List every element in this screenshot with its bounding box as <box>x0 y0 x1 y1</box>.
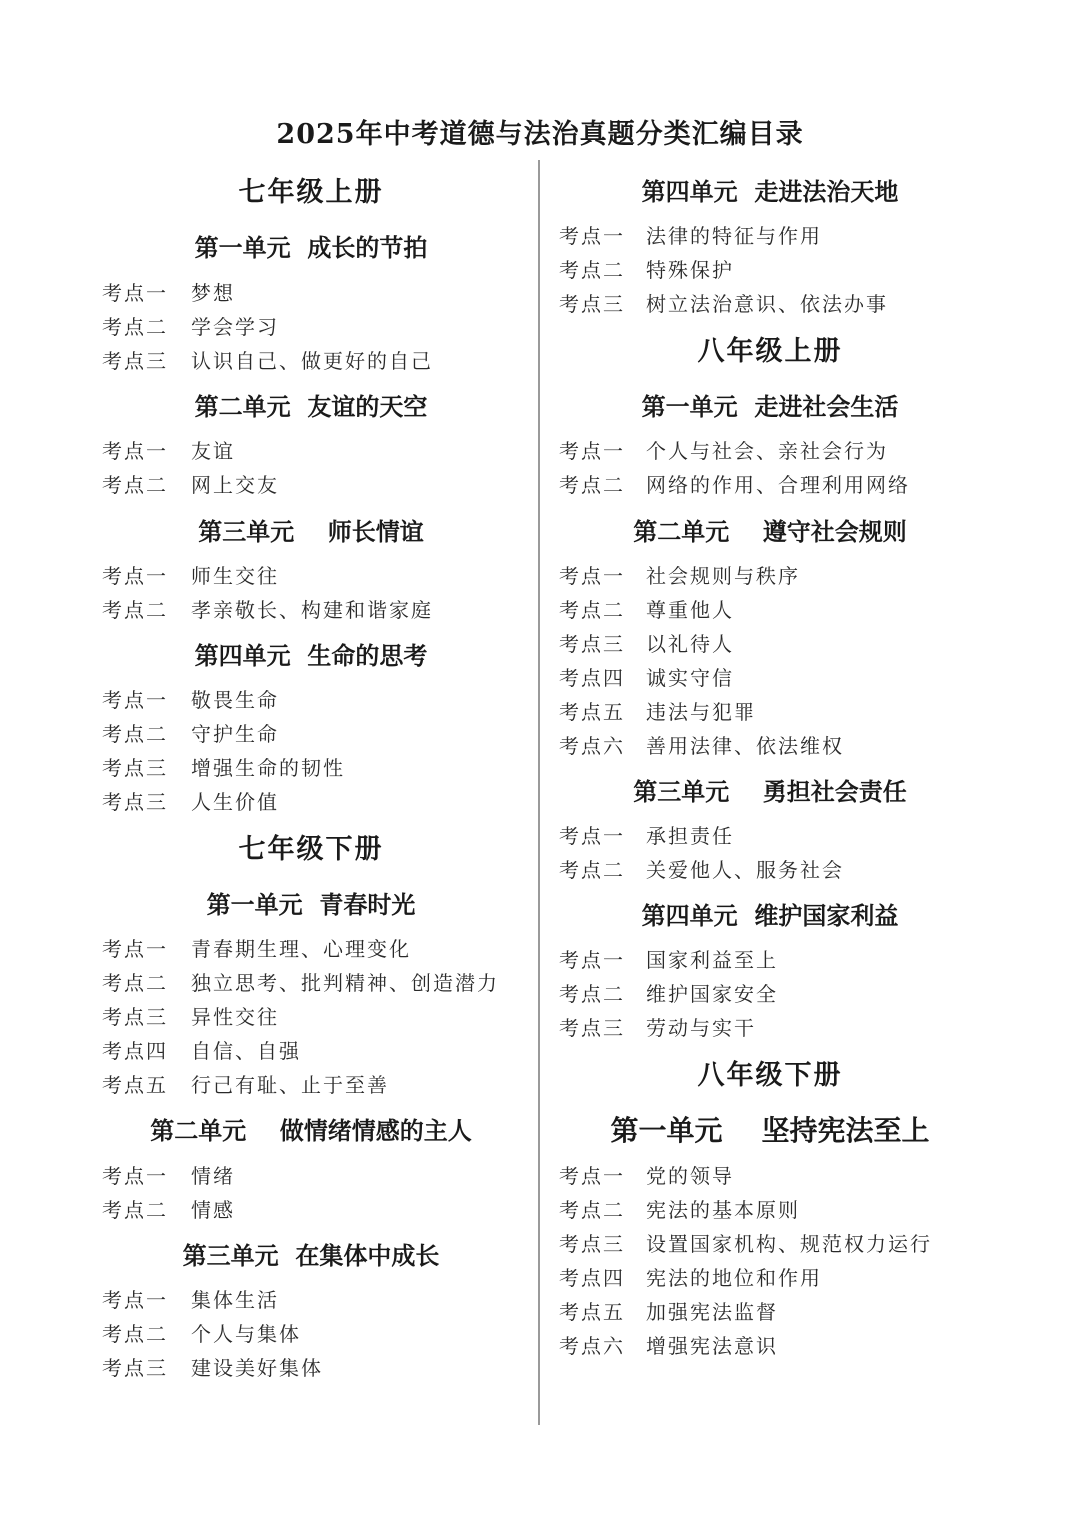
exam-point-text: 关爱他人、服务社会 <box>646 858 844 882</box>
exam-point <box>559 696 756 725</box>
unit-heading: 第三单元 在集体中成长 <box>182 1241 440 1270</box>
exam-point-text: 建设美好集体 <box>191 1356 323 1380</box>
exam-point <box>559 254 734 283</box>
exam-point <box>559 288 888 317</box>
exam-point-text: 人生价值 <box>191 790 279 814</box>
exam-point-text: 以礼待人 <box>646 632 734 656</box>
exam-point <box>559 1012 756 1041</box>
unit-heading: 第三单元 师长情谊 <box>198 517 424 546</box>
exam-point-text: 增强宪法意识 <box>646 1334 778 1358</box>
exam-point-text: 违法与犯罪 <box>646 700 756 724</box>
exam-point-label: 考点一 <box>559 824 625 848</box>
exam-point <box>559 662 734 691</box>
exam-point-label: 考点一 <box>102 937 168 961</box>
exam-point-text: 情绪 <box>191 1164 235 1188</box>
exam-point <box>102 1284 279 1313</box>
exam-point-label: 考点二 <box>102 1198 168 1222</box>
unit-heading: 第二单元 友谊的天空 <box>194 392 428 421</box>
exam-point <box>559 854 844 883</box>
exam-point-text: 守护生命 <box>191 722 279 746</box>
document-title: 2025年中考道德与法治真题分类汇编目录 <box>276 119 804 150</box>
exam-point-label: 考点一 <box>559 439 625 463</box>
exam-point-label: 考点三 <box>102 790 168 814</box>
exam-point-label: 考点三 <box>559 1016 625 1040</box>
exam-point-text: 法律的特征与作用 <box>646 224 822 248</box>
exam-point-label: 考点一 <box>559 948 625 972</box>
exam-point <box>102 933 411 962</box>
exam-point <box>102 1194 235 1223</box>
exam-point-text: 维护国家安全 <box>646 982 778 1006</box>
exam-point <box>559 1194 800 1223</box>
exam-point-label: 考点三 <box>102 1005 168 1029</box>
exam-point-text: 国家利益至上 <box>646 948 778 972</box>
exam-point-label: 考点二 <box>102 722 168 746</box>
exam-point-text: 学会学习 <box>191 315 279 339</box>
unit-heading: 第一单元 青春时光 <box>206 890 416 919</box>
exam-point-label: 考点三 <box>559 632 625 656</box>
exam-point <box>102 435 235 464</box>
grade-heading: 八年级下册 <box>697 1060 843 1091</box>
exam-point-label: 考点三 <box>102 1356 168 1380</box>
exam-point-text: 行己有耻、止于至善 <box>191 1073 389 1097</box>
exam-point-text: 孝亲敬长、构建和谐家庭 <box>191 598 433 622</box>
exam-point <box>102 345 433 374</box>
exam-point-text: 网络的作用、合理利用网络 <box>646 473 910 497</box>
exam-point <box>559 730 844 759</box>
exam-point-label: 考点二 <box>102 473 168 497</box>
exam-point-text: 社会规则与秩序 <box>646 564 800 588</box>
exam-point-text: 异性交往 <box>191 1005 279 1029</box>
exam-point-text: 网上交友 <box>191 473 279 497</box>
unit-heading: 第四单元 走进法治天地 <box>641 177 899 206</box>
exam-point <box>559 1160 734 1189</box>
exam-point-label: 考点一 <box>559 224 625 248</box>
exam-point <box>559 1296 778 1325</box>
exam-point <box>559 1228 932 1257</box>
exam-point <box>559 1262 822 1291</box>
exam-point-label: 考点二 <box>102 971 168 995</box>
exam-point-label: 考点三 <box>102 349 168 373</box>
exam-point-text: 宪法的地位和作用 <box>646 1266 822 1290</box>
exam-point-label: 考点二 <box>559 858 625 882</box>
exam-point-text: 梦想 <box>191 281 235 305</box>
unit-heading: 第二单元 遵守社会规则 <box>633 517 907 546</box>
unit-heading: 第一单元 走进社会生活 <box>641 392 899 421</box>
exam-point <box>102 718 279 747</box>
exam-point <box>102 594 433 623</box>
exam-point <box>102 1001 279 1030</box>
exam-point-label: 考点二 <box>559 982 625 1006</box>
exam-point <box>559 628 734 657</box>
exam-point-text: 诚实守信 <box>646 666 734 690</box>
exam-point-label: 考点二 <box>559 258 625 282</box>
unit-heading: 第四单元 生命的思考 <box>194 641 428 670</box>
exam-point-label: 考点一 <box>559 564 625 588</box>
exam-point <box>102 560 279 589</box>
exam-point-text: 党的领导 <box>646 1164 734 1188</box>
exam-point <box>102 786 279 815</box>
exam-point-label: 考点三 <box>559 1232 625 1256</box>
exam-point <box>102 311 279 340</box>
exam-point-text: 个人与社会、亲社会行为 <box>646 439 888 463</box>
unit-heading: 第四单元 维护国家利益 <box>641 901 899 930</box>
unit-heading: 第一单元 成长的节拍 <box>194 233 428 262</box>
exam-point <box>559 944 778 973</box>
exam-point-text: 认识自己、做更好的自己 <box>191 349 433 373</box>
exam-point-text: 敬畏生命 <box>191 688 279 712</box>
exam-point-label: 考点二 <box>102 1322 168 1346</box>
exam-point <box>102 752 345 781</box>
exam-point <box>102 1035 301 1064</box>
exam-point-text: 宪法的基本原则 <box>646 1198 800 1222</box>
exam-point-label: 考点一 <box>102 1164 168 1188</box>
exam-point-label: 考点四 <box>102 1039 168 1063</box>
exam-point <box>102 1352 323 1381</box>
exam-point-label: 考点五 <box>559 700 625 724</box>
exam-point-label: 考点六 <box>559 1334 625 1358</box>
exam-point-label: 考点二 <box>559 473 625 497</box>
exam-point-text: 加强宪法监督 <box>646 1300 778 1324</box>
exam-point-label: 考点四 <box>559 1266 625 1290</box>
exam-point-text: 承担责任 <box>646 824 734 848</box>
exam-point <box>559 978 778 1007</box>
exam-point-text: 个人与集体 <box>191 1322 301 1346</box>
exam-point <box>102 1318 301 1347</box>
exam-point-label: 考点五 <box>102 1073 168 1097</box>
exam-point-label: 考点六 <box>559 734 625 758</box>
exam-point-label: 考点四 <box>559 666 625 690</box>
exam-point <box>102 1069 389 1098</box>
exam-point-label: 考点一 <box>102 439 168 463</box>
exam-point-label: 考点五 <box>559 1300 625 1324</box>
exam-point <box>102 1160 235 1189</box>
exam-point-text: 特殊保护 <box>646 258 734 282</box>
exam-point-text: 友谊 <box>191 439 235 463</box>
grade-heading: 七年级上册 <box>238 177 384 208</box>
grade-heading: 八年级上册 <box>697 336 843 367</box>
exam-point-text: 尊重他人 <box>646 598 734 622</box>
grade-heading: 七年级下册 <box>238 834 384 865</box>
unit-heading: 第一单元 坚持宪法至上 <box>610 1114 930 1147</box>
exam-point-text: 自信、自强 <box>191 1039 301 1063</box>
exam-point-text: 树立法治意识、依法办事 <box>646 292 888 316</box>
exam-point-label: 考点一 <box>102 564 168 588</box>
exam-point-text: 师生交往 <box>191 564 279 588</box>
exam-point-text: 劳动与实干 <box>646 1016 756 1040</box>
exam-point-text: 增强生命的韧性 <box>191 756 345 780</box>
exam-point-label: 考点二 <box>102 598 168 622</box>
exam-point-label: 考点一 <box>559 1164 625 1188</box>
exam-point <box>559 560 800 589</box>
exam-point <box>559 594 734 623</box>
exam-point-label: 考点一 <box>102 688 168 712</box>
exam-point-label: 考点一 <box>102 281 168 305</box>
exam-point <box>559 469 910 498</box>
exam-point <box>102 684 279 713</box>
exam-point <box>102 469 279 498</box>
exam-point <box>559 435 888 464</box>
exam-point-label: 考点三 <box>102 756 168 780</box>
exam-point-label: 考点二 <box>102 315 168 339</box>
exam-point-text: 独立思考、批判精神、创造潜力 <box>191 971 499 995</box>
exam-point-text: 青春期生理、心理变化 <box>191 937 411 961</box>
exam-point <box>559 220 822 249</box>
exam-point <box>102 967 499 996</box>
exam-point-label: 考点二 <box>559 1198 625 1222</box>
exam-point <box>102 277 235 306</box>
exam-point-label: 考点二 <box>559 598 625 622</box>
unit-heading: 第三单元 勇担社会责任 <box>633 777 907 806</box>
exam-point <box>559 820 734 849</box>
unit-heading: 第二单元 做情绪情感的主人 <box>150 1116 472 1145</box>
exam-point-text: 设置国家机构、规范权力运行 <box>646 1232 932 1256</box>
exam-point <box>559 1330 778 1359</box>
exam-point-label: 考点一 <box>102 1288 168 1312</box>
exam-point-label: 考点三 <box>559 292 625 316</box>
exam-point-text: 善用法律、依法维权 <box>646 734 844 758</box>
exam-point-text: 集体生活 <box>191 1288 279 1312</box>
exam-point-text: 情感 <box>191 1198 235 1222</box>
